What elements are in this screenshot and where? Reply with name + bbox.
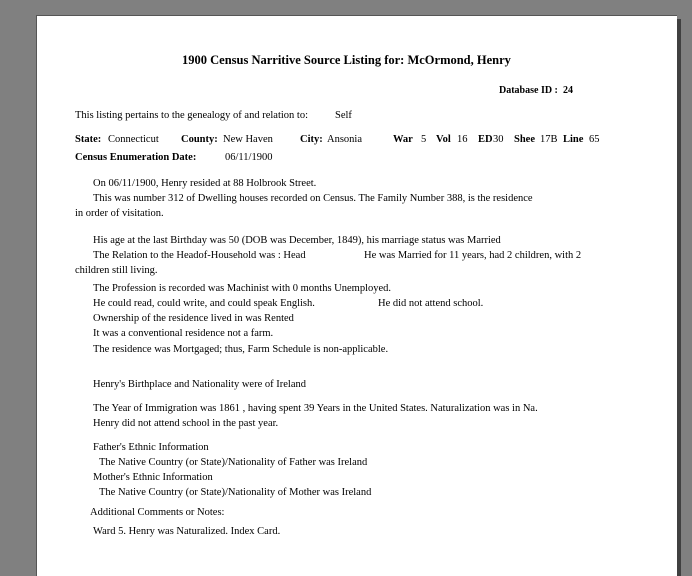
narrative-line: Henry's Birthplace and Nationality were of Ireland (93, 379, 306, 390)
narrative-line: Henry did not attend school in the past year. (93, 418, 279, 429)
narrative-line: This was number 312 of Dwelling houses recorded on Census. The Family Number 388, is the residence (93, 193, 533, 204)
mother-ethnic-label: Mother's Ethnic Information (93, 472, 213, 483)
ed-label: ED (478, 134, 493, 145)
ward-label: War (393, 134, 413, 145)
father-ethnic-value: The Native Country (or State)/Nationality of Father was Ireland (99, 457, 368, 468)
vol-value: 16 (457, 134, 468, 145)
state-label: State: (75, 134, 102, 145)
relation-value: Self (335, 110, 352, 121)
line-label: Line (563, 134, 584, 145)
father-ethnic-label: Father's Ethnic Information (93, 442, 209, 453)
narrative-line: He was Married for 11 years, had 2 children, with 2 (364, 250, 582, 261)
narrative-line: The residence was Mortgaged; thus, Farm Schedule is non-applicable. (93, 344, 389, 355)
narrative-line: It was a conventional residence not a farm. (93, 328, 274, 339)
narrative-line: children still living. (75, 265, 158, 276)
notes-value: Ward 5. Henry was Naturalized. Index Card. (93, 526, 281, 537)
line-value: 65 (589, 134, 600, 145)
enumeration-date-value: 06/11/1900 (225, 152, 273, 163)
city-value: Ansonia (327, 134, 362, 145)
narrative-line: His age at the last Birthday was 50 (DOB was December, 1849), his marriage status was Married (93, 235, 501, 246)
narrative-line: He could read, could write, and could speak English. (93, 298, 315, 309)
enumeration-date-label: Census Enumeration Date: (75, 152, 197, 163)
sheet-value: 17B (540, 134, 558, 145)
city-label: City: (300, 134, 323, 145)
county-value: New Haven (223, 134, 273, 145)
sheet-label: Shee (514, 134, 535, 145)
narrative-line: The Relation to the Headof-Household was : Head (93, 250, 306, 261)
narrative-line: in order of visitation. (75, 208, 164, 219)
vol-label: Vol (436, 134, 451, 145)
narrative-line: On 06/11/1900, Henry resided at 88 Holbrook Street. (93, 178, 317, 189)
ward-value: 5 (421, 134, 427, 145)
county-label: County: (181, 134, 218, 145)
narrative-line: He did not attend school. (378, 298, 484, 309)
database-id-label: Database ID : (499, 85, 558, 96)
narrative-line: The Year of Immigration was 1861 , having spent 39 Years in the United States. Naturalization was in Na. (93, 403, 538, 414)
document-title: 1900 Census Narritive Source Listing for: McOrmond, Henry (182, 53, 511, 67)
narrative-line: The Profession is recorded was Machinist with 0 months Unemployed. (93, 283, 392, 294)
document-page (36, 15, 677, 576)
state-value: Connecticut (108, 134, 159, 145)
narrative-line: Ownership of the residence lived in was Rented (93, 313, 294, 324)
ed-value: 30 (493, 134, 504, 145)
database-id-value: 24 (563, 85, 573, 96)
notes-label: Additional Comments or Notes: (90, 507, 225, 518)
intro-text: This listing pertains to the genealogy of and relation to: (75, 110, 308, 121)
mother-ethnic-value: The Native Country (or State)/Nationality of Mother was Ireland (99, 487, 372, 498)
